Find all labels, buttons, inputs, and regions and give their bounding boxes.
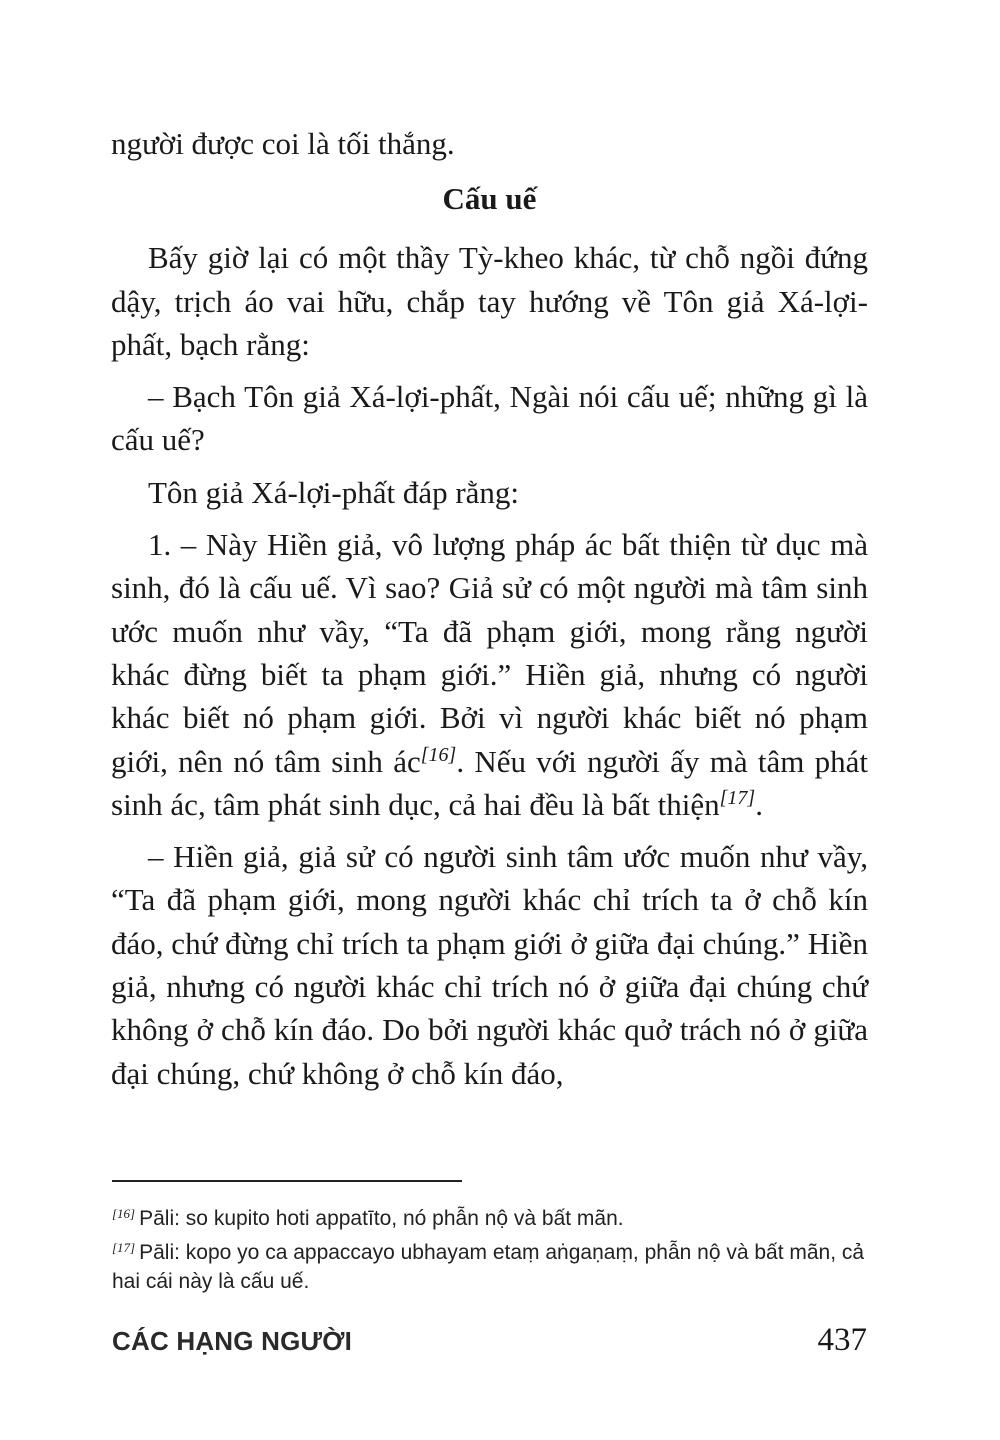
footnote-ref-16[interactable]: [16]: [420, 743, 457, 766]
paragraph: [111, 523, 868, 826]
footnote-text: Pāli: kopo yo ca appaccayo ubhayam etaṃ aṅgaṇaṃ, phẫn nộ và bất mãn, cả hai cái này là cấu uế.: [112, 1241, 865, 1293]
paragraph: Bấy giờ lại có một thầy Tỳ-kheo khác, từ chỗ ngồi đứng dậy, trịch áo vai hữu, chắp tay hướng về Tôn giả Xá-lợi-phất, bạch rằng:: [111, 240, 868, 362]
paragraph: – Hiền giả, giả sử có người sinh tâm ước muốn như vầy, “Ta đã phạm giới, mong người khác chỉ trích ta ở chỗ kín đáo, chứ đừng chỉ trích ta phạm giới ở giữa đại chúng.” Hiền giả, nhưng có người khác chỉ trích nó ở giữa đại chúng chứ không ở chỗ kín đáo. Do bởi người khác quở trách nó ở giữa đại chúng, chứ không ở chỗ kín đáo,: [111, 839, 868, 1091]
paragraph: Tôn giả Xá-lợi-phất đáp rằng:: [148, 474, 520, 510]
footnote-17: [112, 1233, 868, 1296]
paragraph: – Bạch Tôn giả Xá-lợi-phất, Ngài nói cấu uế; những gì là cấu uế?: [111, 379, 868, 458]
running-title: CÁC HẠNG NGƯỜI: [112, 1326, 353, 1356]
footnote-ref-17[interactable]: [17]: [719, 786, 756, 809]
section-heading: Cấu uế: [442, 181, 537, 217]
paragraph-continuation: người được coi là tối thắng.: [111, 126, 455, 161]
paragraph-text: . Nếu với người ấy mà tâm phát sinh ác, tâm phát sinh dục, cả hai đều là bất thiện: [111, 743, 868, 822]
footnotes: [112, 1199, 868, 1296]
footnote-mark: [16]: [112, 1206, 136, 1221]
footnote-mark: [17]: [112, 1240, 136, 1255]
page-number: 437: [817, 1322, 867, 1358]
footnote-divider: [112, 1180, 462, 1182]
paragraph-text: .: [755, 786, 763, 822]
footnote-16: [112, 1199, 868, 1233]
paragraph-text: 1. – Này Hiền giả, vô lượng pháp ác bất thiện từ dục mà sinh, đó là cấu uế. Vì sao? Giả sử có một người mà tâm sinh ước muốn như vầy, “Ta đã phạm giới, mong rằng người khác đừng biết ta phạm giới.” Hiền giả, nhưng có người khác biết nó phạm giới. Bởi vì người khác biết nó phạm giới, nên nó tâm sinh ác: [111, 527, 868, 779]
footnote-text: Pāli: so kupito hoti appatīto, nó phẫn nộ và bất mãn.: [139, 1207, 624, 1230]
body-text: [111, 122, 868, 1104]
